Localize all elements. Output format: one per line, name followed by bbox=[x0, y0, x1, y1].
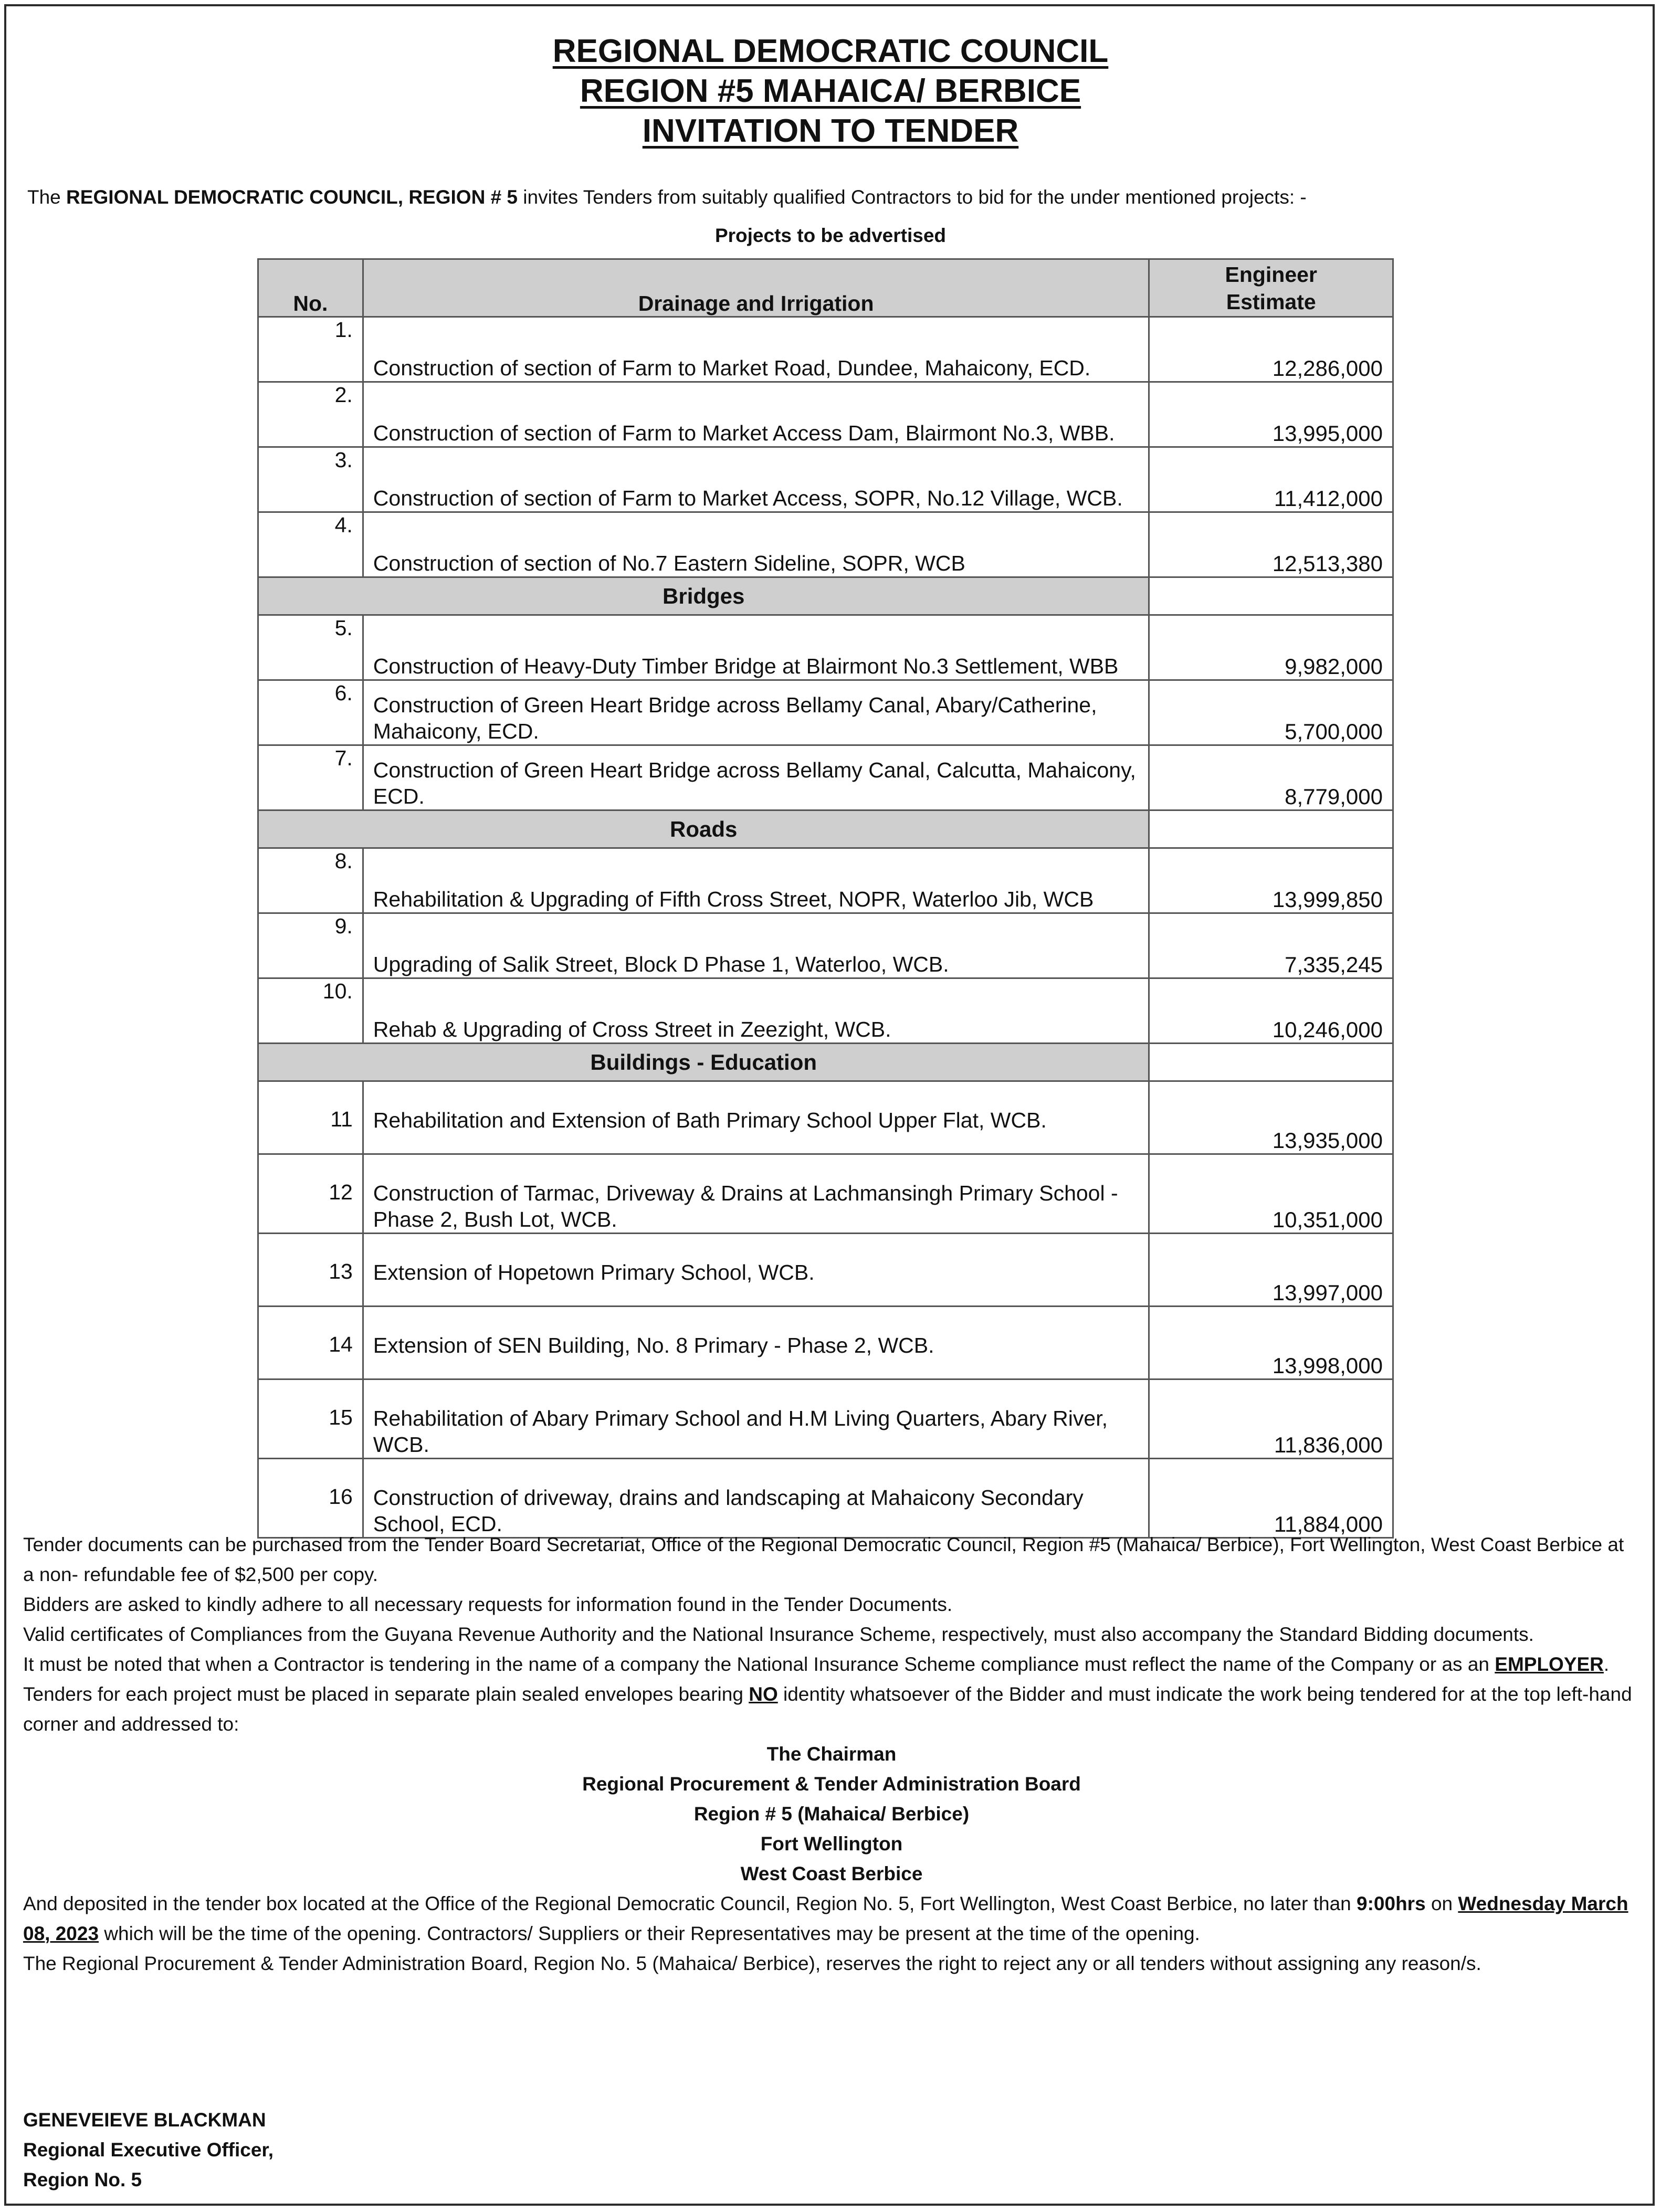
address-line-1: The Chairman bbox=[766, 1743, 897, 1765]
deadline-time: 9:00hrs bbox=[1357, 1893, 1426, 1914]
table-row bbox=[258, 447, 1393, 512]
table-row bbox=[258, 1459, 1393, 1538]
section-label-education: Buildings - Education bbox=[258, 1044, 1149, 1081]
project-description: Construction of Heavy-Duty Timber Bridge at Blairmont No.3 Settlement, WBB bbox=[363, 615, 1149, 680]
project-number: 10. bbox=[258, 978, 363, 1044]
bridges-section bbox=[258, 615, 1393, 810]
project-number: 8. bbox=[258, 848, 363, 913]
paragraph-employer: It must be noted that when a Contractor is tendering in the name of a company the National Insurance Scheme compliance must reflect the name of the Company or as an EMPLOYER. bbox=[23, 1653, 1610, 1675]
header-line-3: INVITATION TO TENDER bbox=[642, 113, 1019, 149]
col-header-estimate: Engineer Estimate bbox=[1149, 259, 1393, 317]
header-line-1: REGIONAL DEMOCRATIC COUNCIL bbox=[552, 33, 1109, 69]
table-row bbox=[258, 978, 1393, 1044]
address-block bbox=[23, 1739, 1640, 1889]
project-description: Construction of section of Farm to Market Road, Dundee, Mahaicony, ECD. bbox=[363, 317, 1149, 382]
engineer-estimate: 5,700,000 bbox=[1149, 680, 1393, 745]
intro-council: REGIONAL DEMOCRATIC COUNCIL, REGION # 5 bbox=[66, 186, 518, 208]
section-row-roads bbox=[258, 810, 1393, 848]
table-row bbox=[258, 1307, 1393, 1379]
section-row-education bbox=[258, 1044, 1393, 1081]
engineer-estimate: 10,246,000 bbox=[1149, 978, 1393, 1044]
education-section bbox=[258, 1081, 1393, 1538]
project-description: Upgrading of Salik Street, Block D Phase 1, Waterloo, WCB. bbox=[363, 913, 1149, 978]
project-description: Rehabilitation & Upgrading of Fifth Cross Street, NOPR, Waterloo Jib, WCB bbox=[363, 848, 1149, 913]
engineer-estimate: 12,286,000 bbox=[1149, 317, 1393, 382]
table-row bbox=[258, 512, 1393, 577]
project-number: 1. bbox=[258, 317, 363, 382]
section-row-bridges bbox=[258, 577, 1393, 615]
project-description: Rehabilitation of Abary Primary School and H.M Living Quarters, Abary River, WCB. bbox=[363, 1379, 1149, 1459]
signature-block bbox=[23, 2105, 274, 2195]
project-description: Construction of section of No.7 Eastern Sideline, SOPR, WCB bbox=[363, 512, 1149, 577]
address-line-4: Fort Wellington bbox=[760, 1833, 903, 1855]
table-row bbox=[258, 1154, 1393, 1234]
col-header-no: No. bbox=[258, 259, 363, 317]
projects-heading: Projects to be advertised bbox=[714, 225, 947, 246]
signatory-title: Regional Executive Officer, bbox=[23, 2139, 274, 2161]
engineer-estimate: 12,513,380 bbox=[1149, 512, 1393, 577]
project-number: 5. bbox=[258, 615, 363, 680]
paragraph-rights: The Regional Procurement & Tender Administration Board, Region No. 5 (Mahaica/ Berbice), reserves the right to reject any or all tenders without assigning any reason/s. bbox=[23, 1953, 1481, 1974]
table-row bbox=[258, 913, 1393, 978]
table-header-row bbox=[258, 259, 1393, 317]
paragraph-compliance: Valid certificates of Compliances from the Guyana Revenue Authority and the National Insurance Scheme, respectively, must also accompany the Standard Bidding documents. bbox=[23, 1624, 1534, 1645]
project-description: Rehab & Upgrading of Cross Street in Zeezight, WCB. bbox=[363, 978, 1149, 1044]
project-number: 11 bbox=[258, 1081, 363, 1154]
project-number: 4. bbox=[258, 512, 363, 577]
project-description: Rehabilitation and Extension of Bath Primary School Upper Flat, WCB. bbox=[363, 1081, 1149, 1154]
roads-section bbox=[258, 848, 1393, 1044]
employer-emphasis: EMPLOYER bbox=[1495, 1653, 1604, 1675]
table-row bbox=[258, 745, 1393, 810]
projects-table bbox=[257, 258, 1394, 1539]
engineer-estimate: 8,779,000 bbox=[1149, 745, 1393, 810]
paragraph-envelopes: Tenders for each project must be placed in separate plain sealed envelopes bearing NO identity whatsoever of the Bidder and must indicate the work being tendered for at the top left-hand corner and addressed to: bbox=[23, 1683, 1632, 1735]
table-row bbox=[258, 382, 1393, 447]
engineer-estimate: 13,998,000 bbox=[1149, 1307, 1393, 1379]
signatory-region: Region No. 5 bbox=[23, 2169, 142, 2190]
section-blank-cell bbox=[1149, 577, 1393, 615]
engineer-estimate: 13,935,000 bbox=[1149, 1081, 1393, 1154]
engineer-estimate: 13,999,850 bbox=[1149, 848, 1393, 913]
table-row bbox=[258, 680, 1393, 745]
project-number: 15 bbox=[258, 1379, 363, 1459]
engineer-estimate: 11,884,000 bbox=[1149, 1459, 1393, 1538]
project-description: Construction of Green Heart Bridge across Bellamy Canal, Abary/Catherine, Mahaicony, ECD. bbox=[363, 680, 1149, 745]
project-number: 16 bbox=[258, 1459, 363, 1538]
engineer-estimate: 13,995,000 bbox=[1149, 382, 1393, 447]
section-blank-cell bbox=[1149, 1044, 1393, 1081]
project-description: Extension of Hopetown Primary School, WCB. bbox=[363, 1234, 1149, 1307]
paragraph-purchase: Tender documents can be purchased from the Tender Board Secretariat, Office of the Regional Democratic Council, Region #5 (Mahaica/ Berbice), Fort Wellington, West Coast Berbice at a non- refundable fee of $2,500 per copy. bbox=[23, 1534, 1624, 1585]
project-number: 9. bbox=[258, 913, 363, 978]
project-description: Construction of section of Farm to Market Access Dam, Blairmont No.3, WBB. bbox=[363, 382, 1149, 447]
engineer-estimate: 7,335,245 bbox=[1149, 913, 1393, 978]
table-row bbox=[258, 1234, 1393, 1307]
engineer-estimate: 11,412,000 bbox=[1149, 447, 1393, 512]
project-number: 12 bbox=[258, 1154, 363, 1234]
project-description: Extension of SEN Building, No. 8 Primary - Phase 2, WCB. bbox=[363, 1307, 1149, 1379]
project-number: 6. bbox=[258, 680, 363, 745]
project-number: 7. bbox=[258, 745, 363, 810]
address-line-2: Regional Procurement & Tender Administration Board bbox=[582, 1773, 1081, 1795]
project-number: 2. bbox=[258, 382, 363, 447]
section-label-bridges: Bridges bbox=[258, 577, 1149, 615]
intro-paragraph bbox=[27, 186, 1307, 208]
signatory-name: GENEVEIEVE BLACKMAN bbox=[23, 2109, 266, 2131]
project-description: Construction of Green Heart Bridge across Bellamy Canal, Calcutta, Mahaicony, ECD. bbox=[363, 745, 1149, 810]
table-row bbox=[258, 848, 1393, 913]
section-blank-cell bbox=[1149, 810, 1393, 848]
table-row bbox=[258, 317, 1393, 382]
engineer-estimate: 11,836,000 bbox=[1149, 1379, 1393, 1459]
col-header-category: Drainage and Irrigation bbox=[363, 259, 1149, 317]
drainage-section bbox=[258, 317, 1393, 577]
project-description: Construction of section of Farm to Market Access, SOPR, No.12 Village, WCB. bbox=[363, 447, 1149, 512]
intro-prefix: The bbox=[27, 186, 67, 208]
table-row bbox=[258, 1081, 1393, 1154]
table-row bbox=[258, 1379, 1393, 1459]
project-description: Construction of Tarmac, Driveway & Drains at Lachmansingh Primary School - Phase 2, Bush Lot, WCB. bbox=[363, 1154, 1149, 1234]
project-number: 13 bbox=[258, 1234, 363, 1307]
tender-instructions bbox=[23, 1530, 1640, 1978]
intro-suffix: invites Tenders from suitably qualified Contractors to bid for the under mentioned projects: - bbox=[518, 186, 1307, 208]
no-emphasis: NO bbox=[749, 1683, 778, 1705]
section-label-roads: Roads bbox=[258, 810, 1149, 848]
address-line-5: West Coast Berbice bbox=[740, 1863, 923, 1884]
project-number: 3. bbox=[258, 447, 363, 512]
address-line-3: Region # 5 (Mahaica/ Berbice) bbox=[693, 1803, 970, 1825]
table-row bbox=[258, 615, 1393, 680]
page-header bbox=[0, 31, 1661, 151]
paragraph-deadline: And deposited in the tender box located at the Office of the Regional Democratic Council, Region No. 5, Fort Wellington, West Coast Berbice, no later than 9:00hrs on Wednesday March 08, 2023 which will be the time of the opening. Contractors/ Suppliers or their Representatives may be present at the time of the opening. bbox=[23, 1893, 1628, 1944]
deadline-date: Wednesday March 08, 2023 bbox=[23, 1893, 1628, 1944]
engineer-estimate: 9,982,000 bbox=[1149, 615, 1393, 680]
engineer-estimate: 13,997,000 bbox=[1149, 1234, 1393, 1307]
engineer-estimate: 10,351,000 bbox=[1149, 1154, 1393, 1234]
paragraph-requests: Bidders are asked to kindly adhere to all necessary requests for information found in the Tender Documents. bbox=[23, 1594, 953, 1615]
header-line-2: REGION #5 MAHAICA/ BERBICE bbox=[580, 73, 1081, 109]
project-number: 14 bbox=[258, 1307, 363, 1379]
project-description: Construction of driveway, drains and landscaping at Mahaicony Secondary School, ECD. bbox=[363, 1459, 1149, 1538]
